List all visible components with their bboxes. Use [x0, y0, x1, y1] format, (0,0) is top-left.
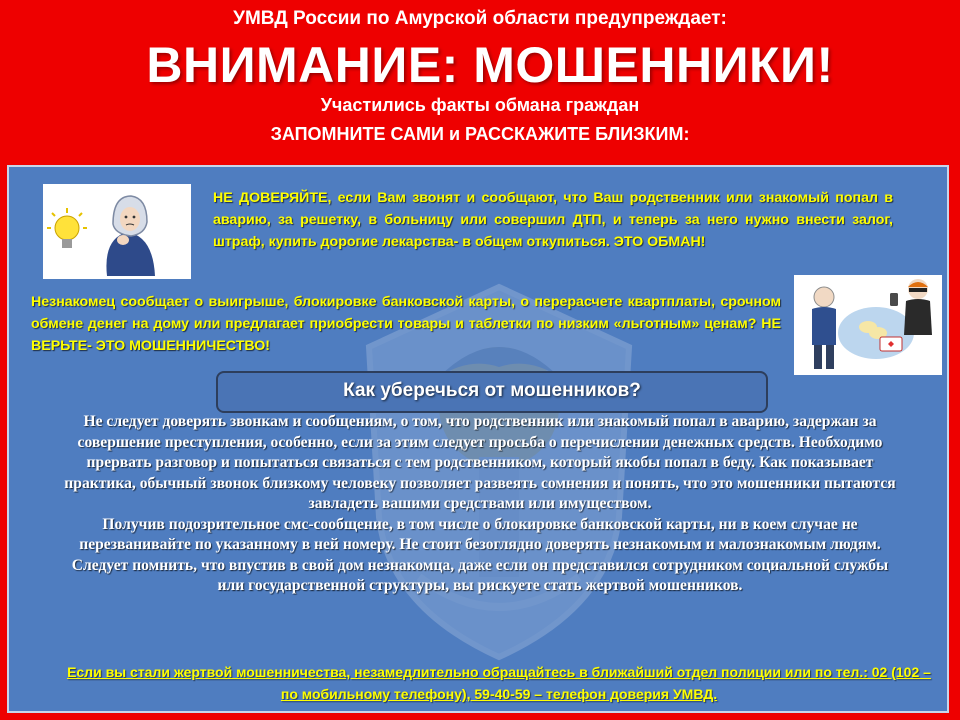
- warning-relatives-scam: НЕ ДОВЕРЯЙТЕ, если Вам звонят и сообщают, что Ваш родственник или знакомый попал в аварию, за решетку, в больницу или совершил ДТП, и теперь за него нужно внести залог, штраф, купить дорогие лекарства- в общем откупиться. ЭТО ОБМАН!: [213, 190, 893, 250]
- header-banner: [0, 0, 960, 160]
- issuer-line: УМВД России по Амурской области предупреждает:: [233, 8, 727, 29]
- advice-paragraph-calls: Не следует доверять звонкам и сообщениям, о том, что родственник или знакомый попал в аварию, задержан за совершение преступления, особенно, если за этим следует просьба о перечислении денежных средств. Необходимо прервать разговор и попытаться связаться с тем родственником, который якобы попал в беду. Как показывает практика, обычный звонок близкому человеку позволяет развеять сомнения и понять, что это мошенники пытаются завладеть вашими средствами или имуществом.: [64, 413, 896, 512]
- warning-stranger-scam: Незнакомец сообщает о выигрыше, блокировке банковской карты, о перерасчете квартплаты, срочном обмене денег на дому или предлагает приобрести товары и таблетки по низким «льготным» ценам? НЕ ВЕРЬТЕ- ЭТО МОШЕННИЧЕСТВО!: [31, 294, 781, 354]
- info-panel: [7, 165, 949, 713]
- headline: ВНИМАНИЕ: МОШЕННИКИ!: [146, 37, 834, 93]
- scam-phone-call-illustration: [794, 275, 942, 375]
- police-contact-info: Если вы стали жертвой мошенничества, незамедлительно обращайтесь в ближайший отдел полиции или по тел.: 02 (102 – по мобильному телефону), 59-40-59 – телефон доверия УМВД.: [67, 664, 931, 702]
- advice-text: [61, 412, 899, 597]
- call-to-action: ЗАПОМНИТЕ САМИ и РАССКАЖИТЕ БЛИЗКИМ:: [270, 124, 690, 144]
- advice-paragraph-sms: Получив подозрительное смс-сообщение, в том числе о блокировке банковской карты, ни в коем случае не перезванивайте по указанному в ней номеру. Не стоит безоглядно доверять незнакомым и малознакомым людям. Следует помнить, что впустив в свой дом незнакомца, даже если он представился сотрудником социальной службы или государственной структуры, вы рискуете стать жертвой мошенников.: [71, 515, 889, 594]
- worried-grandmother-illustration: [43, 184, 191, 279]
- subheadline: Участились факты обмана граждан: [320, 95, 640, 115]
- section-title: Как уберечься от мошенников?: [216, 371, 768, 413]
